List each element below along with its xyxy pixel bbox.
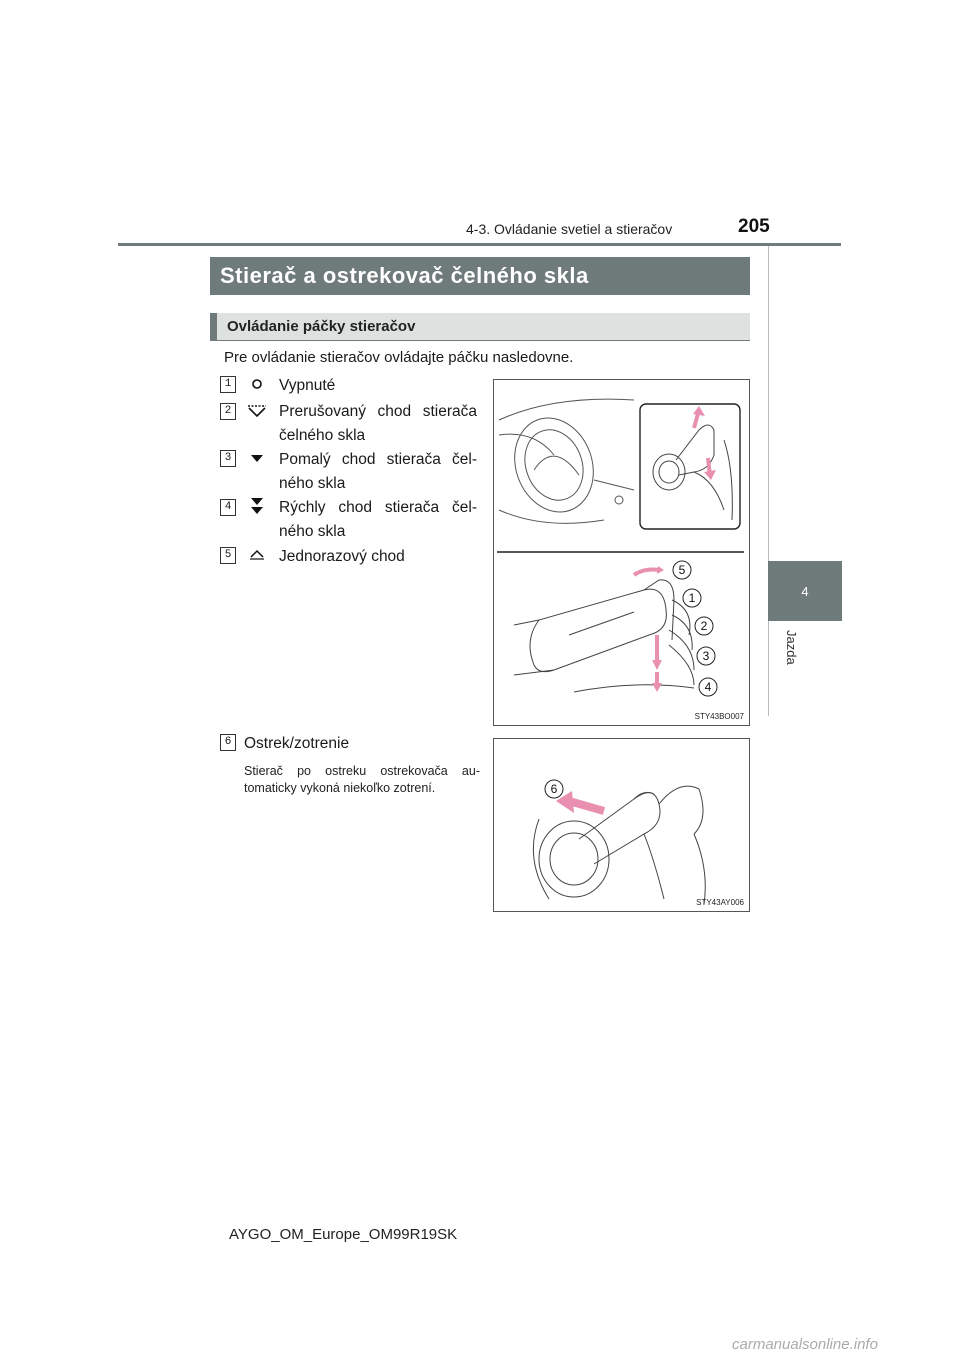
off-circle-icon: [245, 376, 269, 394]
callout-2: 2: [700, 619, 708, 633]
item-text-5: Jednorazový chod: [279, 548, 405, 565]
item-text-2: Prerušovaný chod stierača čelného skla: [279, 403, 477, 444]
item-6-note: Stierač po ostreku ostrekovača au-tomaticky vykoná niekoľko zotrení.: [244, 764, 480, 795]
item-number-5: 5: [220, 547, 236, 564]
intermittent-wiper-icon: [245, 401, 269, 419]
page-number: 205: [738, 216, 770, 237]
figure-code-2: STY43AY006: [696, 898, 744, 907]
item-number-4: 4: [220, 499, 236, 516]
washer-figure: [493, 738, 750, 912]
subtitle-divider: [210, 340, 750, 341]
fast-double-triangle-icon: [245, 496, 269, 514]
item-number-3: 3: [220, 450, 236, 467]
callout-6: 6: [550, 782, 558, 796]
page-title: Stierač a ostrekovač čelného skla: [210, 257, 750, 295]
item-text-6: Ostrek/zotrenie: [244, 735, 350, 752]
document-footer: AYGO_OM_Europe_OM99R19SK: [229, 1226, 458, 1243]
chapter-tab[interactable]: 4: [768, 561, 842, 621]
wiper-lever-illustration: [494, 380, 749, 725]
section-title: 4-3. Ovládanie svetiel a stieračov: [466, 221, 673, 237]
item-number-6: 6: [220, 734, 236, 751]
item-text-3: Pomalý chod stierača čel-ného skla: [279, 451, 477, 492]
callout-1: 1: [688, 591, 696, 605]
header-divider: [118, 243, 841, 246]
item-number-1: 1: [220, 376, 236, 393]
chapter-label: Jazda: [784, 630, 799, 665]
slow-triangle-icon: [245, 450, 269, 468]
wiper-lever-figure: [493, 379, 750, 726]
watermark: carmanualsonline.info: [732, 1336, 878, 1353]
figure-code: STY43BO007: [694, 712, 744, 721]
item-number-2: 2: [220, 403, 236, 420]
washer-illustration: [494, 739, 749, 911]
callout-5: 5: [678, 563, 686, 577]
intro-text: Pre ovládanie stieračov ovládajte páčku nasledovne.: [224, 349, 574, 366]
callout-3: 3: [702, 649, 710, 663]
item-text-1: Vypnuté: [279, 377, 336, 394]
side-divider: [768, 246, 769, 716]
callout-4: 4: [704, 680, 712, 694]
section-subtitle: Ovládanie páčky stieračov: [210, 313, 750, 341]
single-wipe-icon: [245, 546, 269, 564]
item-text-4: Rýchly chod stierača čel-ného skla: [279, 499, 477, 540]
